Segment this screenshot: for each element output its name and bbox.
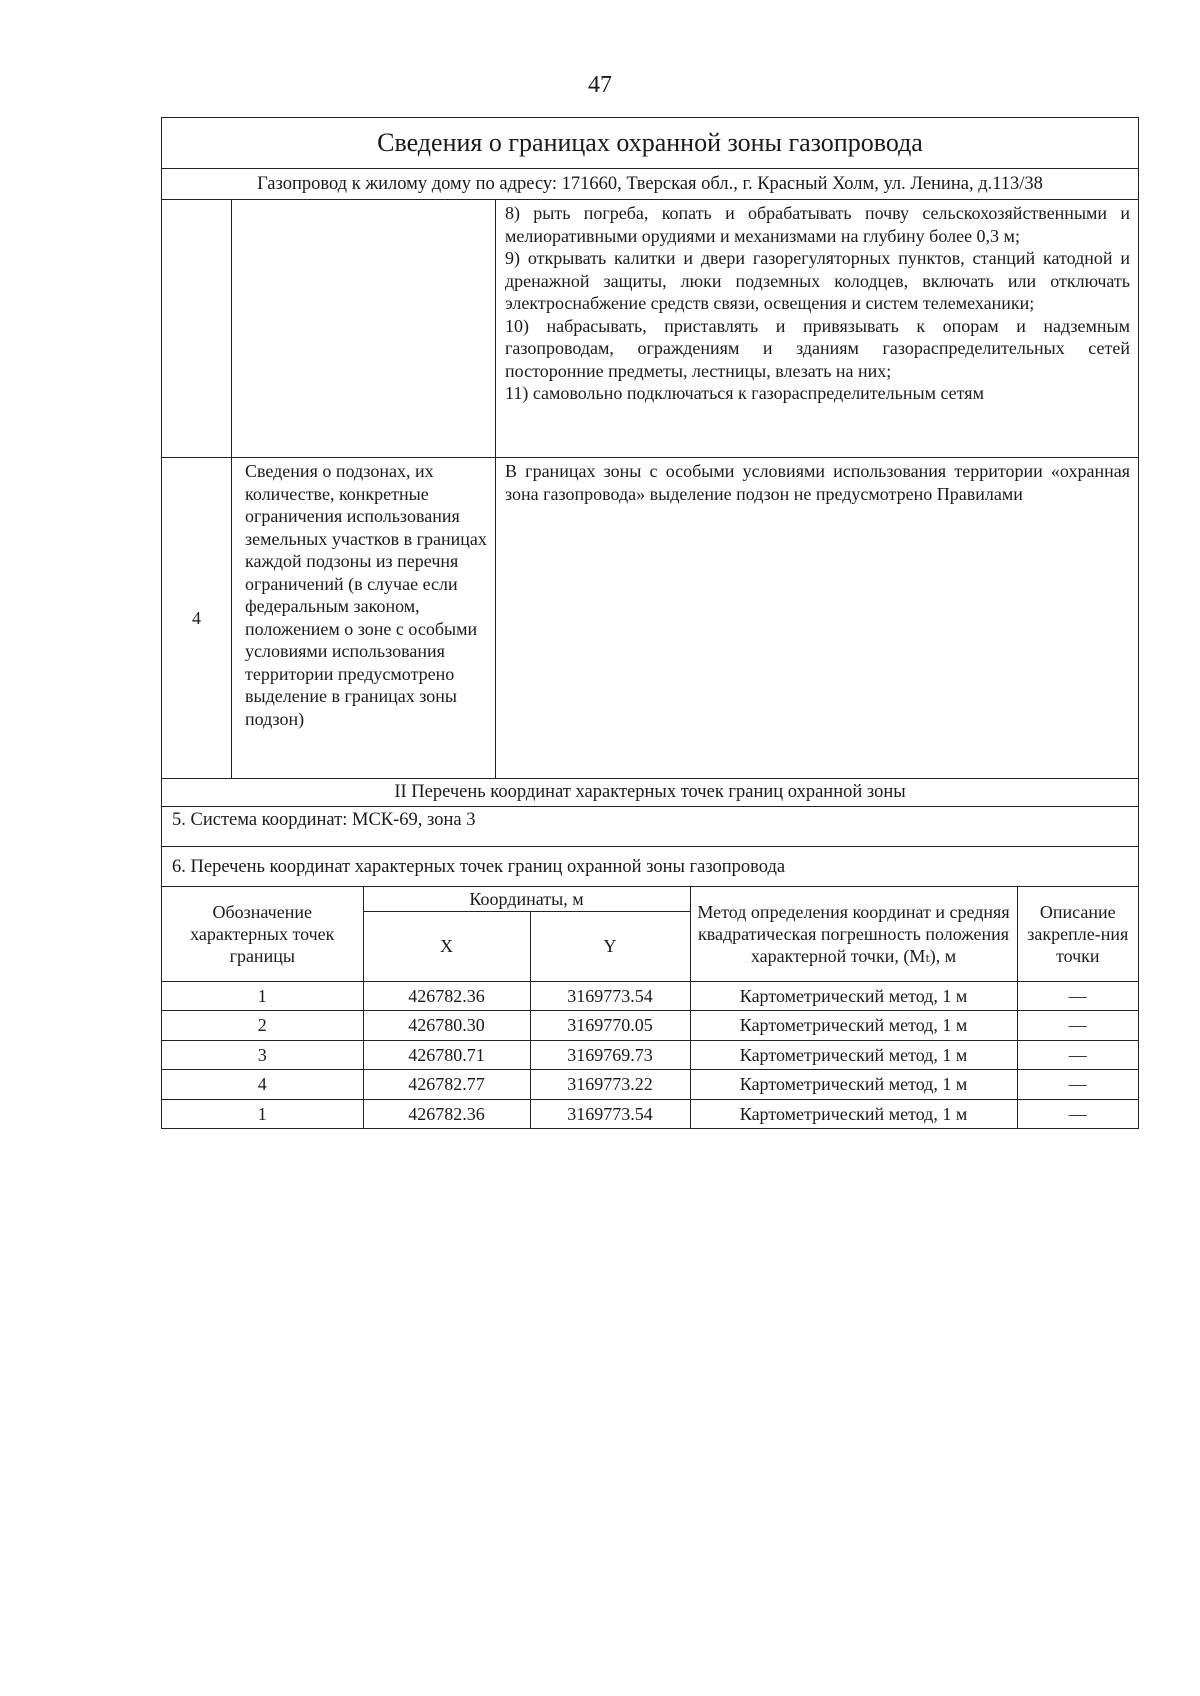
header-y: Y bbox=[530, 911, 690, 981]
header-x: X bbox=[363, 911, 530, 981]
row-label-empty bbox=[232, 200, 496, 458]
cell-method: Картометрический метод, 1 м bbox=[690, 1011, 1017, 1041]
cell-point: 1 bbox=[162, 1099, 363, 1128]
cell-x: 426780.30 bbox=[363, 1011, 530, 1041]
document-title: Сведения о границах охранной зоны газопровода bbox=[162, 118, 1138, 169]
header-coordinates: Координаты, м bbox=[363, 887, 690, 911]
subzones-text: В границах зоны с особыми условиями использования территории «охранная зона газопровода» выделение подзон не предусмотрено Правилами bbox=[505, 461, 1130, 504]
cell-method: Картометрический метод, 1 м bbox=[690, 1070, 1017, 1100]
header-description: Описание закрепле-ния точки bbox=[1017, 887, 1138, 981]
cell-y: 3169773.22 bbox=[530, 1070, 690, 1100]
restriction-item: 10) набрасывать, приставлять и привязывать к опорам и надземным газопроводам, ограждениям и зданиям газораспределительных сетей посторонние предметы, лестницы, влезать на них; bbox=[505, 315, 1130, 381]
table-row bbox=[162, 1070, 1138, 1100]
cell-x: 426782.77 bbox=[363, 1070, 530, 1100]
cell-point: 2 bbox=[162, 1011, 363, 1041]
subzones-label: Сведения о подзонах, их количестве, конкретные ограничения использования земельных участков в границах каждой подзоны из перечня ограничений (в случае если федеральным законом, положением о зоне с особыми условиями использования территории предусмотрено выделение в границах зоны подзон) bbox=[232, 458, 496, 778]
gas-pipeline-address: Газопровод к жилому дому по адресу: 171660, Тверская обл., г. Красный Холм, ул. Ленина, д.113/38 bbox=[162, 169, 1138, 200]
cell-point: 4 bbox=[162, 1070, 363, 1100]
table-row bbox=[162, 1011, 1138, 1041]
cell-description: — bbox=[1017, 1070, 1138, 1100]
restrictions-cell bbox=[496, 200, 1138, 458]
subzones-row-number: 4 bbox=[162, 458, 232, 778]
coordinates-list-title: 6. Перечень координат характерных точек границ охранной зоны газопровода bbox=[162, 847, 1138, 887]
restriction-item: 8) рыть погреба, копать и обрабатывать почву сельскохозяйственными и мелиоративными орудиями и механизмами на глубину более 0,3 м; bbox=[505, 203, 1130, 246]
cell-y: 3169770.05 bbox=[530, 1011, 690, 1041]
cell-y: 3169773.54 bbox=[530, 1099, 690, 1128]
coordinate-system: 5. Система координат: МСК-69, зона 3 bbox=[162, 807, 1138, 847]
cell-description: — bbox=[1017, 981, 1138, 1011]
cell-method: Картометрический метод, 1 м bbox=[690, 981, 1017, 1011]
cell-description: — bbox=[1017, 1040, 1138, 1070]
table-row bbox=[162, 1099, 1138, 1128]
cell-point: 3 bbox=[162, 1040, 363, 1070]
header-method: Метод определения координат и средняя квадратическая погрешность положения характерной точки, (Mₜ), м bbox=[690, 887, 1017, 981]
cell-y: 3169773.54 bbox=[530, 981, 690, 1011]
cell-description: — bbox=[1017, 1099, 1138, 1128]
cell-x: 426780.71 bbox=[363, 1040, 530, 1070]
restriction-item: 11) самовольно подключаться к газораспределительным сетям bbox=[505, 383, 984, 403]
zone-details-grid bbox=[162, 200, 1138, 779]
cell-x: 426782.36 bbox=[363, 981, 530, 1011]
cell-description: — bbox=[1017, 1011, 1138, 1041]
page-number: 47 bbox=[588, 72, 612, 98]
cell-method: Картометрический метод, 1 м bbox=[690, 1099, 1017, 1128]
cell-point: 1 bbox=[162, 981, 363, 1011]
restriction-item: 9) открывать калитки и двери газорегуляторных пунктов, станций катодной и дренажной защиты, люки подземных колодцев, включать или отключать электроснабжение средств связи, освещения и систем телемеханики; bbox=[505, 248, 1130, 313]
table-row bbox=[162, 981, 1138, 1011]
cell-method: Картометрический метод, 1 м bbox=[690, 1040, 1017, 1070]
zone-info-table bbox=[161, 117, 1139, 1129]
coordinates-table bbox=[162, 887, 1138, 1128]
section-title: II Перечень координат характерных точек границ охранной зоны bbox=[162, 779, 1138, 807]
cell-x: 426782.36 bbox=[363, 1099, 530, 1128]
cell-y: 3169769.73 bbox=[530, 1040, 690, 1070]
table-row bbox=[162, 1040, 1138, 1070]
row-number-empty bbox=[162, 200, 232, 458]
header-point: Обозначение характерных точек границы bbox=[162, 887, 363, 981]
